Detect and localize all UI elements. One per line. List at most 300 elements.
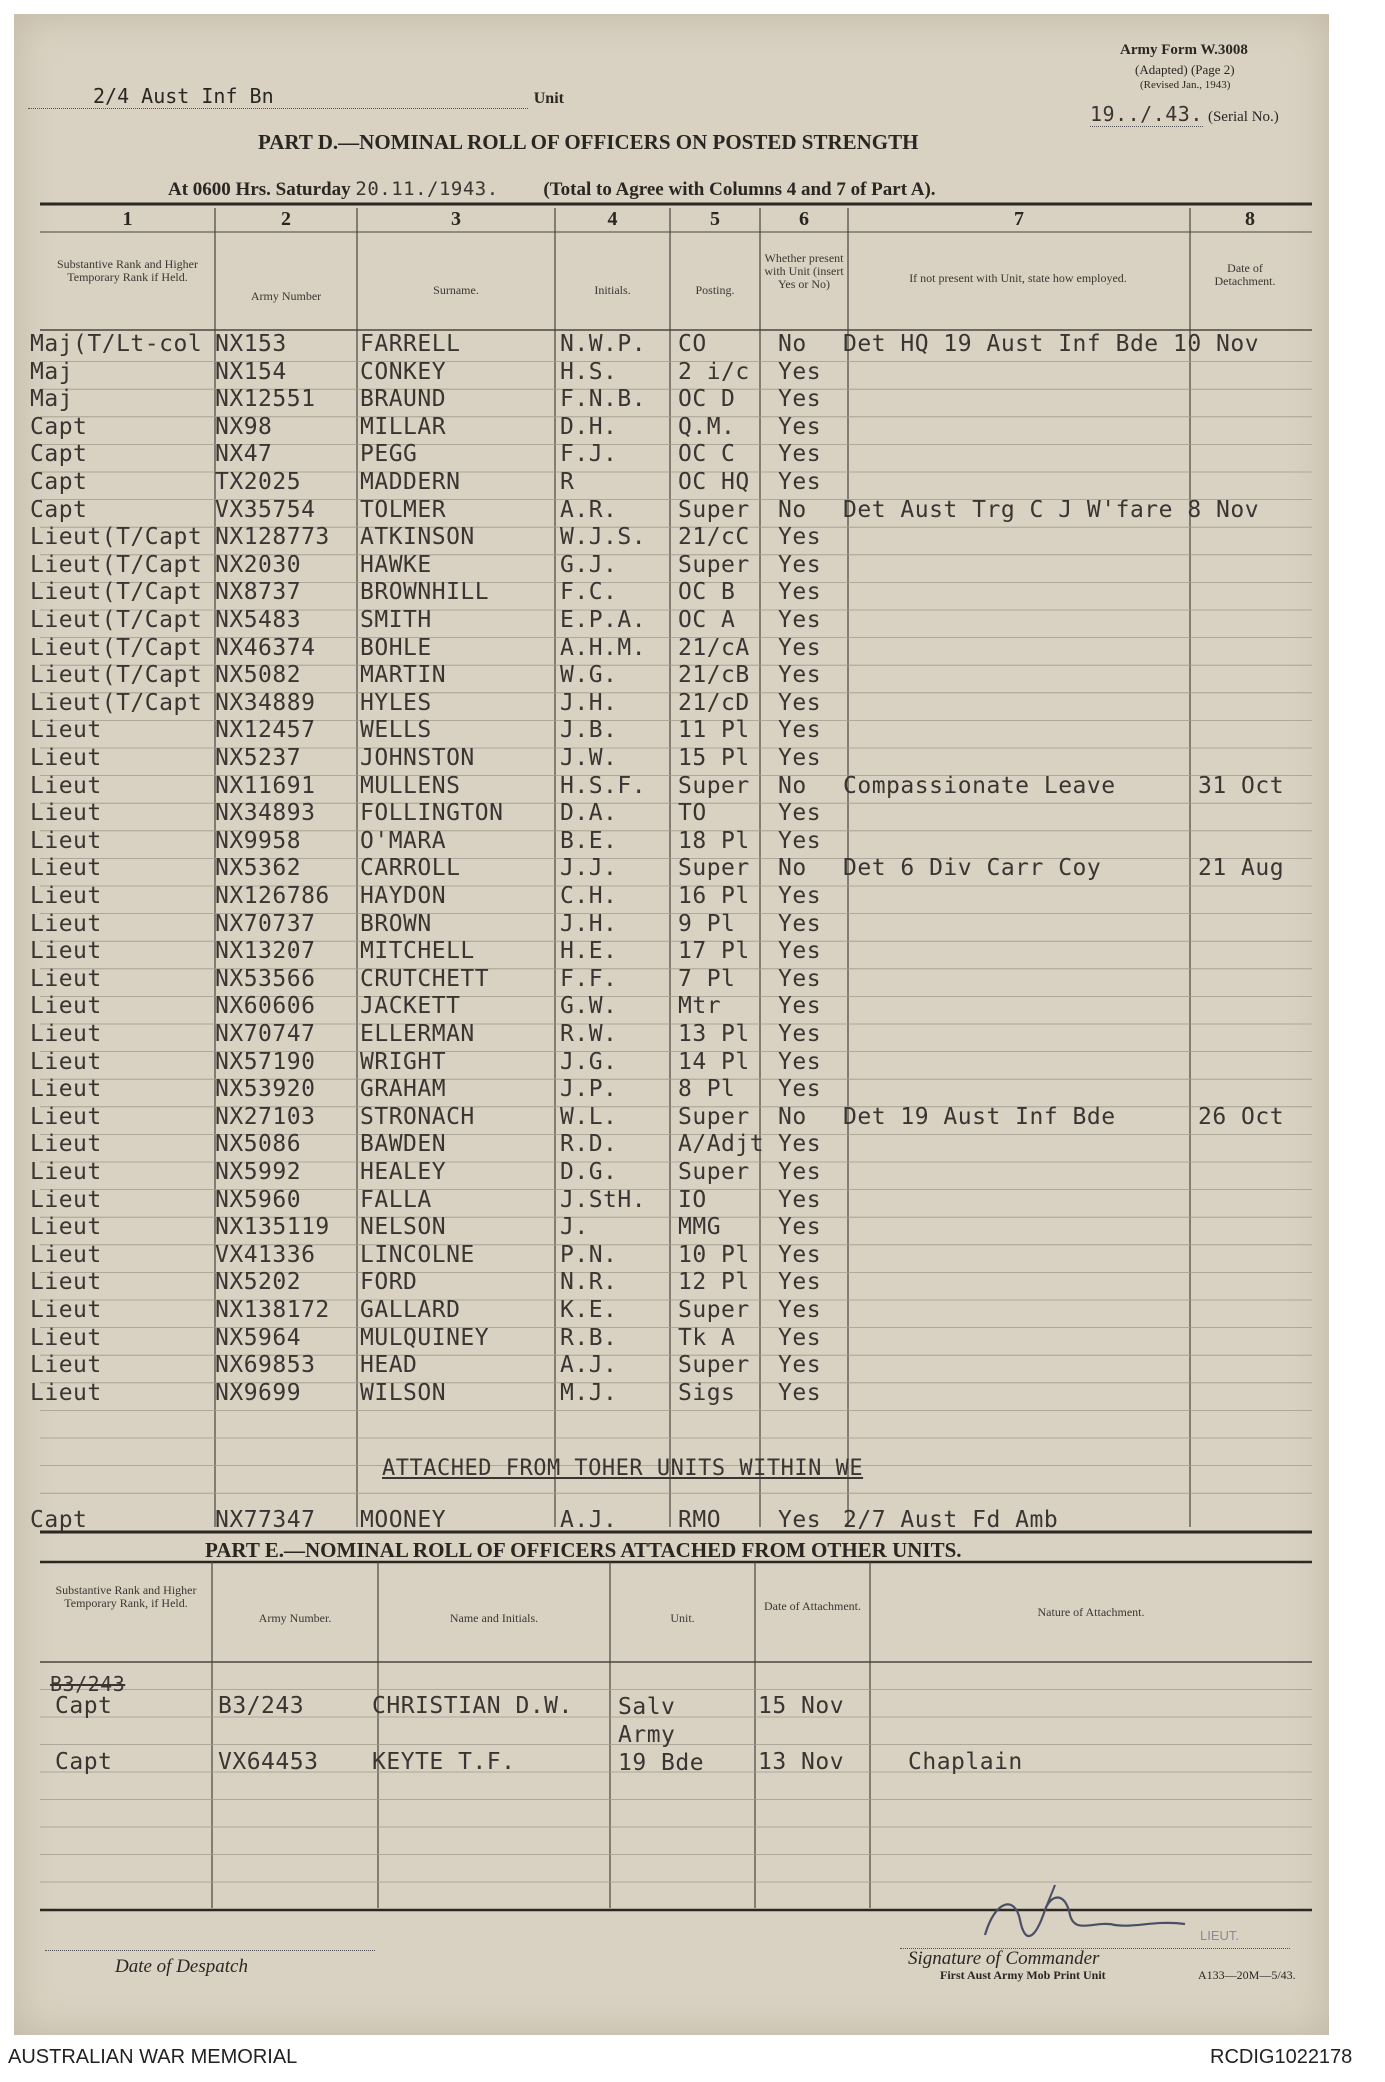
cell-surname: WELLS xyxy=(360,717,432,744)
column-number: 2 xyxy=(281,208,291,230)
cell-number: NX9958 xyxy=(215,827,302,854)
cell-posting: 13 Pl xyxy=(678,1021,750,1047)
cell-rank: Lieut xyxy=(30,1048,102,1075)
cell-initials: N.R. xyxy=(560,1269,618,1296)
cell-present: Yes xyxy=(778,1241,822,1268)
cell-rank: Maj(T/Lt-col xyxy=(30,331,203,357)
cell-number: NX57190 xyxy=(215,1048,316,1075)
cell-surname: PEGG xyxy=(360,441,418,468)
part-e-cell-rank: Capt xyxy=(55,1693,113,1719)
despatch-label: Date of Despatch xyxy=(115,1956,248,1977)
attached-cell-surname: MOONEY xyxy=(360,1507,447,1533)
cell-present: Yes xyxy=(778,993,822,1020)
cell-present: No xyxy=(778,496,807,523)
part-e-cell-nature: Chaplain xyxy=(908,1749,1023,1775)
cell-present: Yes xyxy=(778,579,822,606)
cell-initials: B.E. xyxy=(560,827,618,854)
cell-initials: W.L. xyxy=(560,1103,618,1130)
cell-initials: P.N. xyxy=(560,1241,618,1268)
cell-initials: F.N.B. xyxy=(560,386,647,413)
cell-present: Yes xyxy=(778,800,822,827)
cell-initials: J.H. xyxy=(560,910,618,937)
cell-rank: Lieut xyxy=(30,717,102,744)
cell-posting: 21/cD xyxy=(678,689,750,716)
cell-surname: TOLMER xyxy=(360,496,447,523)
attached-cell-initials: A.J. xyxy=(560,1507,618,1533)
cell-number: NX5086 xyxy=(215,1131,302,1158)
cell-rank: Lieut xyxy=(30,965,102,992)
cell-posting: A/Adjt xyxy=(678,1131,765,1158)
part-e-cell-date: 15 Nov xyxy=(758,1693,845,1719)
cell-rank: Lieut xyxy=(30,1297,102,1323)
cell-posting: OC C xyxy=(678,441,736,468)
column-number: 5 xyxy=(710,208,720,230)
cell-posting: IO xyxy=(678,1186,707,1213)
cell-rank: Lieut xyxy=(30,1159,102,1185)
part-e-cell-number: VX64453 xyxy=(218,1749,319,1775)
cell-present: Yes xyxy=(778,1131,822,1158)
printer-code: A133—20M—5/43. xyxy=(1198,1968,1296,1982)
cell-surname: BRAUND xyxy=(360,386,447,413)
cell-surname: MULLENS xyxy=(360,772,461,799)
cell-number: NX46374 xyxy=(215,634,316,661)
cell-rank: Capt xyxy=(30,413,88,440)
attached-heading: ATTACHED FROM TOHER UNITS WITHIN WE xyxy=(382,1456,864,1481)
part-d-title: PART D.—NOMINAL ROLL OF OFFICERS ON POSTED STRENGTH xyxy=(258,130,919,154)
part-e-column-header: Nature of Attachment. xyxy=(1037,1605,1145,1619)
cell-number: NX138172 xyxy=(215,1297,330,1323)
cell-number: NX69853 xyxy=(215,1352,316,1379)
cell-posting: 21/cC xyxy=(678,524,750,551)
column-number: 7 xyxy=(1014,208,1024,230)
cell-initials: R.W. xyxy=(560,1021,618,1047)
column-number: 3 xyxy=(451,208,461,230)
cell-surname: STRONACH xyxy=(360,1103,475,1130)
cell-posting: 14 Pl xyxy=(678,1048,750,1075)
cell-number: NX8737 xyxy=(215,579,302,606)
cell-surname: JACKETT xyxy=(360,993,461,1020)
cell-present: No xyxy=(778,331,807,357)
cell-rank: Lieut xyxy=(30,1269,102,1296)
cell-initials: C.H. xyxy=(560,883,618,909)
cell-surname: LINCOLNE xyxy=(360,1241,475,1268)
footer-archive-name: AUSTRALIAN WAR MEMORIAL xyxy=(8,2046,298,2068)
cell-number: NX2030 xyxy=(215,551,302,578)
cell-rank: Lieut xyxy=(30,827,102,854)
cell-number: NX5483 xyxy=(215,607,302,633)
cell-surname: CARROLL xyxy=(360,855,461,882)
cell-posting: Tk A xyxy=(678,1324,736,1351)
cell-present: Yes xyxy=(778,607,822,633)
cell-surname: HEALEY xyxy=(360,1159,447,1185)
cell-initials: J.B. xyxy=(560,717,618,744)
cell-posting: 10 Pl xyxy=(678,1241,750,1268)
cell-initials: R.B. xyxy=(560,1324,618,1351)
cell-number: NX70747 xyxy=(215,1021,316,1047)
cell-surname: HEAD xyxy=(360,1352,418,1379)
cell-number: VX41336 xyxy=(215,1241,316,1268)
cell-employed: Det Aust Trg C J W'fare 8 Nov xyxy=(843,496,1260,523)
cell-initials: E.P.A. xyxy=(560,607,647,633)
cell-rank: Lieut xyxy=(30,1076,102,1103)
attached-cell-rank: Capt xyxy=(30,1507,88,1533)
cell-employed: Compassionate Leave xyxy=(843,772,1116,799)
cell-initials: D.H. xyxy=(560,413,618,440)
cell-initials: F.C. xyxy=(560,579,618,606)
form-title: Army Form W.3008 xyxy=(1120,42,1248,58)
cell-posting: Super xyxy=(678,1159,750,1185)
cell-present: Yes xyxy=(778,1269,822,1296)
cell-posting: 21/cA xyxy=(678,634,750,661)
cell-posting: Mtr xyxy=(678,993,722,1020)
column-header: Substantive Rank and Higher Temporary Rank if Held. xyxy=(57,257,198,284)
date-value: 20.11./1943. xyxy=(355,178,499,200)
cell-posting: 16 Pl xyxy=(678,883,750,909)
signature-image xyxy=(975,1880,1205,1950)
cell-surname: GALLARD xyxy=(360,1297,461,1323)
column-number: 6 xyxy=(799,208,809,230)
part-e-cell-unit: 19 Bde xyxy=(618,1750,705,1776)
cell-initials: A.R. xyxy=(560,496,618,523)
cell-initials: F.F. xyxy=(560,965,618,992)
cell-number: NX5960 xyxy=(215,1186,302,1213)
cell-number: NX47 xyxy=(215,441,273,468)
cell-rank: Lieut xyxy=(30,1352,102,1379)
cell-present: Yes xyxy=(778,1214,822,1241)
cell-posting: MMG xyxy=(678,1214,722,1241)
cell-date: 26 Oct xyxy=(1198,1103,1285,1130)
column-number: 4 xyxy=(607,208,618,230)
cell-present: Yes xyxy=(778,662,822,689)
cell-number: VX35754 xyxy=(215,496,316,523)
cell-initials: J.StH. xyxy=(560,1186,647,1213)
cell-present: Yes xyxy=(778,1021,822,1047)
cell-posting: Super xyxy=(678,772,750,799)
column-header: Surname. xyxy=(433,283,479,297)
cell-posting: CO xyxy=(678,331,707,357)
cell-rank: Lieut xyxy=(30,938,102,965)
cell-initials: K.E. xyxy=(560,1297,618,1323)
cell-initials: A.J. xyxy=(560,1352,618,1379)
cell-number: NX154 xyxy=(215,358,287,385)
cell-initials: G.W. xyxy=(560,993,618,1020)
cell-rank: Lieut(T/Capt xyxy=(30,607,203,633)
form-adapted: (Adapted) (Page 2) xyxy=(1135,62,1235,77)
cell-surname: ELLERMAN xyxy=(360,1021,475,1047)
cell-posting: OC A xyxy=(678,607,736,633)
cell-number: NX126786 xyxy=(215,883,330,909)
cell-number: NX34893 xyxy=(215,800,316,827)
cell-surname: FALLA xyxy=(360,1186,432,1213)
signature-label: Signature of Commander xyxy=(908,1948,1100,1969)
footer-record-id: RCDIG1022178 xyxy=(1210,2046,1353,2068)
cell-present: No xyxy=(778,855,807,882)
cell-surname: MARTIN xyxy=(360,662,447,689)
part-e-column-header: Army Number. xyxy=(258,1611,332,1625)
cell-initials: R xyxy=(560,469,575,495)
cell-initials: W.G. xyxy=(560,662,618,689)
cell-initials: H.S.F. xyxy=(560,772,647,799)
part-e-column-header: Substantive Rank and Higher Temporary Rank, if Held. xyxy=(55,1583,197,1610)
cell-posting: 18 Pl xyxy=(678,827,750,854)
cell-initials: H.S. xyxy=(560,358,618,385)
part-e-cell-name: KEYTE T.F. xyxy=(372,1749,516,1775)
cell-initials: D.G. xyxy=(560,1159,618,1185)
despatch-line xyxy=(45,1950,375,1951)
cell-number: NX53920 xyxy=(215,1076,316,1103)
attached-cell-employed: 2/7 Aust Fd Amb xyxy=(843,1507,1059,1533)
cell-posting: 2 i/c xyxy=(678,358,750,385)
cell-surname: CRUTCHETT xyxy=(360,965,490,992)
cell-number: NX70737 xyxy=(215,910,316,937)
cell-posting: 17 Pl xyxy=(678,938,750,965)
cell-posting: Super xyxy=(678,1103,750,1130)
cell-rank: Lieut xyxy=(30,910,102,937)
cell-surname: BAWDEN xyxy=(360,1131,447,1158)
cell-number: NX53566 xyxy=(215,965,316,992)
cell-posting: Super xyxy=(678,855,750,882)
cell-number: NX5082 xyxy=(215,662,302,689)
unit-value: 2/4 Aust Inf Bn xyxy=(28,84,528,109)
cell-posting: 12 Pl xyxy=(678,1269,750,1296)
cell-rank: Lieut xyxy=(30,1379,102,1406)
cell-rank: Lieut xyxy=(30,1214,102,1241)
cell-number: NX128773 xyxy=(215,524,330,551)
cell-rank: Lieut xyxy=(30,1131,102,1158)
cell-posting: Super xyxy=(678,1297,750,1323)
cell-initials: A.H.M. xyxy=(560,634,647,661)
cell-number: NX11691 xyxy=(215,772,316,799)
cell-present: Yes xyxy=(778,1324,822,1351)
cell-posting: OC D xyxy=(678,386,736,413)
column-header: Initials. xyxy=(594,283,631,297)
cell-number: NX135119 xyxy=(215,1214,330,1241)
part-e-cell-rank: Capt xyxy=(55,1749,113,1775)
cell-surname: FARRELL xyxy=(360,331,461,357)
cell-surname: MADDERN xyxy=(360,469,461,495)
cell-number: NX34889 xyxy=(215,689,316,716)
part-e-cell-date: 13 Nov xyxy=(758,1749,845,1775)
cell-present: Yes xyxy=(778,551,822,578)
cell-posting: OC B xyxy=(678,579,736,606)
part-e-column-header: Date of Attachment. xyxy=(764,1599,861,1613)
part-e-title: PART E.—NOMINAL ROLL OF OFFICERS ATTACHED FROM OTHER UNITS. xyxy=(205,1538,962,1562)
column-header: Date of Detachment. xyxy=(1214,261,1276,288)
cell-rank: Capt xyxy=(30,496,88,523)
cell-present: Yes xyxy=(778,1379,822,1406)
cell-rank: Lieut xyxy=(30,800,102,827)
cell-initials: F.J. xyxy=(560,441,618,468)
cell-number: TX2025 xyxy=(215,469,302,495)
cell-initials: J.H. xyxy=(560,689,618,716)
cell-rank: Capt xyxy=(30,441,88,468)
cell-present: Yes xyxy=(778,1048,822,1075)
attached-cell-posting: RMO xyxy=(678,1507,722,1533)
cell-rank: Maj xyxy=(30,358,74,385)
unit-label: Unit xyxy=(533,90,564,107)
cell-initials: J.W. xyxy=(560,745,618,771)
struck-entry: B3/243 xyxy=(50,1672,126,1696)
cell-rank: Lieut(T/Capt xyxy=(30,662,203,689)
cell-rank: Lieut xyxy=(30,1241,102,1268)
cell-surname: MULQUINEY xyxy=(360,1324,490,1351)
cell-present: Yes xyxy=(778,469,822,495)
cell-surname: WILSON xyxy=(360,1379,447,1406)
cell-initials: N.W.P. xyxy=(560,331,647,357)
cell-present: Yes xyxy=(778,717,822,744)
cell-present: Yes xyxy=(778,938,822,965)
cell-surname: GRAHAM xyxy=(360,1076,447,1103)
cell-posting: 7 Pl xyxy=(678,965,736,992)
cell-surname: BROWNHILL xyxy=(360,579,490,606)
cell-initials: R.D. xyxy=(560,1131,618,1158)
serial-value: 19../.43. xyxy=(1090,102,1203,126)
cell-posting: Super xyxy=(678,1352,750,1379)
cell-rank: Lieut xyxy=(30,855,102,882)
cell-present: No xyxy=(778,1103,807,1130)
signature-rank: LIEUT. xyxy=(1200,1928,1240,1943)
cell-present: Yes xyxy=(778,1076,822,1103)
cell-surname: HYLES xyxy=(360,689,432,716)
cell-initials: M.J. xyxy=(560,1379,618,1406)
cell-rank: Lieut xyxy=(30,745,102,771)
form-revised: (Revised Jan., 1943) xyxy=(1140,79,1231,91)
cell-present: Yes xyxy=(778,524,822,551)
cell-present: Yes xyxy=(778,965,822,992)
cell-rank: Maj xyxy=(30,386,74,413)
cell-present: Yes xyxy=(778,441,822,468)
part-e-column-header: Unit. xyxy=(670,1611,695,1625)
cell-number: NX5237 xyxy=(215,745,302,771)
cell-rank: Lieut(T/Capt xyxy=(30,551,203,578)
cell-surname: SMITH xyxy=(360,607,432,633)
cell-rank: Lieut(T/Capt xyxy=(30,689,203,716)
cell-number: NX13207 xyxy=(215,938,316,965)
cell-present: Yes xyxy=(778,1159,822,1185)
part-e-cell-number: B3/243 xyxy=(218,1693,305,1719)
cell-initials: W.J.S. xyxy=(560,524,647,551)
cell-posting: Super xyxy=(678,496,750,523)
cell-present: No xyxy=(778,772,807,799)
cell-present: Yes xyxy=(778,358,822,385)
attached-cell-number: NX77347 xyxy=(215,1507,316,1533)
column-header: Posting. xyxy=(695,283,735,297)
cell-surname: HAYDON xyxy=(360,883,447,909)
cell-number: NX98 xyxy=(215,413,273,440)
column-header: If not present with Unit, state how employed. xyxy=(909,271,1127,285)
cell-rank: Lieut xyxy=(30,1021,102,1047)
cell-initials: J.G. xyxy=(560,1048,618,1075)
cell-rank: Lieut xyxy=(30,1103,102,1130)
cell-surname: FOLLINGTON xyxy=(360,800,504,827)
cell-present: Yes xyxy=(778,1186,822,1213)
cell-number: NX5362 xyxy=(215,855,302,882)
column-header: Army Number xyxy=(250,289,322,303)
cell-rank: Lieut(T/Capt xyxy=(30,634,203,661)
column-header: Whether present with Unit (insert Yes or No) xyxy=(764,251,844,291)
cell-present: Yes xyxy=(778,1297,822,1323)
cell-initials: D.A. xyxy=(560,800,618,827)
cell-surname: WRIGHT xyxy=(360,1048,447,1075)
attached-cell-present: Yes xyxy=(778,1507,822,1533)
column-number: 8 xyxy=(1245,208,1255,230)
cell-number: NX153 xyxy=(215,331,287,357)
cell-rank: Lieut(T/Capt xyxy=(30,579,203,606)
cell-employed: Det 6 Div Carr Coy xyxy=(843,855,1102,882)
cell-number: NX12457 xyxy=(215,717,316,744)
cell-rank: Lieut xyxy=(30,883,102,909)
cell-present: Yes xyxy=(778,413,822,440)
cell-number: NX12551 xyxy=(215,386,316,413)
cell-initials: J.J. xyxy=(560,855,618,882)
cell-date: 21 Aug xyxy=(1198,855,1285,882)
cell-surname: FORD xyxy=(360,1269,418,1296)
cell-rank: Capt xyxy=(30,469,88,495)
cell-date: 31 Oct xyxy=(1198,772,1285,799)
cell-posting: 9 Pl xyxy=(678,910,736,937)
cell-posting: Super xyxy=(678,551,750,578)
at-prefix: At 0600 Hrs. Saturday xyxy=(168,179,351,200)
cell-surname: BOHLE xyxy=(360,634,432,661)
cell-present: Yes xyxy=(778,689,822,716)
cell-surname: CONKEY xyxy=(360,358,447,385)
cell-surname: BROWN xyxy=(360,910,432,937)
cell-rank: Lieut xyxy=(30,1324,102,1351)
cell-number: NX5992 xyxy=(215,1159,302,1185)
cell-initials: J. xyxy=(560,1214,589,1241)
cell-surname: MITCHELL xyxy=(360,938,475,965)
part-e-column-header: Name and Initials. xyxy=(449,1611,539,1625)
part-e-cell-unit: Salv Army xyxy=(618,1694,676,1748)
cell-present: Yes xyxy=(778,1352,822,1379)
total-note: (Total to Agree with Columns 4 and 7 of Part A). xyxy=(543,179,936,200)
cell-posting: Sigs xyxy=(678,1379,736,1406)
cell-initials: J.P. xyxy=(560,1076,618,1103)
cell-surname: NELSON xyxy=(360,1214,447,1241)
cell-number: NX5202 xyxy=(215,1269,302,1296)
cell-present: Yes xyxy=(778,827,822,854)
cell-present: Yes xyxy=(778,883,822,909)
cell-posting: TO xyxy=(678,800,707,827)
cell-posting: 15 Pl xyxy=(678,745,750,771)
cell-surname: O'MARA xyxy=(360,827,447,854)
cell-posting: Q.M. xyxy=(678,413,736,440)
cell-present: Yes xyxy=(778,634,822,661)
cell-rank: Lieut xyxy=(30,993,102,1020)
cell-rank: Lieut xyxy=(30,1186,102,1213)
cell-posting: 11 Pl xyxy=(678,717,750,744)
cell-rank: Lieut(T/Capt xyxy=(30,524,203,551)
cell-initials: H.E. xyxy=(560,938,618,965)
cell-posting: OC HQ xyxy=(678,469,750,495)
cell-initials: G.J. xyxy=(560,551,618,578)
cell-number: NX27103 xyxy=(215,1103,316,1130)
cell-surname: ATKINSON xyxy=(360,524,475,551)
serial-label: (Serial No.) xyxy=(1207,109,1279,125)
part-e-cell-name: CHRISTIAN D.W. xyxy=(372,1693,573,1719)
cell-posting: 21/cB xyxy=(678,662,750,689)
cell-surname: MILLAR xyxy=(360,413,447,440)
printer-name: First Aust Army Mob Print Unit xyxy=(940,1968,1106,1982)
cell-number: NX5964 xyxy=(215,1324,302,1351)
cell-present: Yes xyxy=(778,910,822,937)
cell-present: Yes xyxy=(778,386,822,413)
cell-rank: Lieut xyxy=(30,772,102,799)
cell-surname: HAWKE xyxy=(360,551,432,578)
cell-posting: 8 Pl xyxy=(678,1076,736,1103)
column-number: 1 xyxy=(122,208,133,230)
cell-number: NX9699 xyxy=(215,1379,302,1406)
